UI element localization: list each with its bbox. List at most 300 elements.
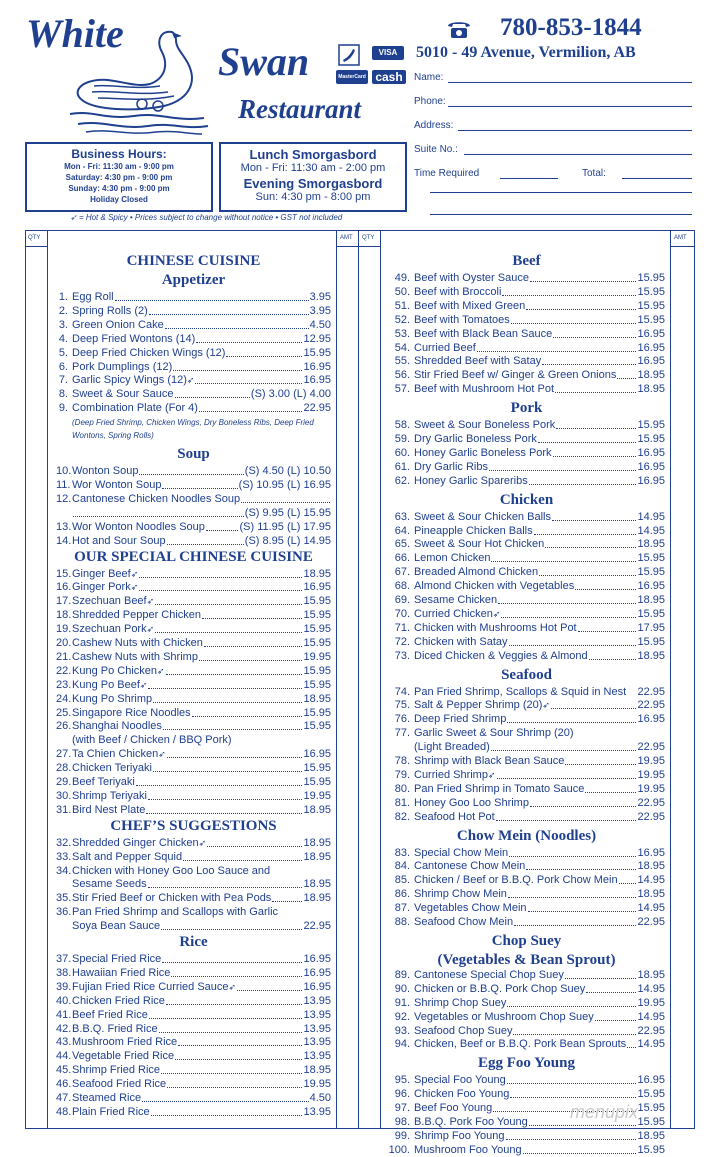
item-number: 89. <box>394 968 410 981</box>
menu-item[interactable] <box>56 679 331 692</box>
leader-dots <box>155 623 302 633</box>
item-name: Deep Fried Wontons (14) <box>72 332 196 345</box>
section-heading: Rice <box>179 934 208 950</box>
item-number <box>56 878 68 891</box>
item-name: Curried Chicken <box>414 607 493 620</box>
leader-dots <box>497 769 637 779</box>
section-heading: Chow Mein (Noodles) <box>456 827 597 844</box>
phone-number[interactable]: 780-853-1844 <box>500 14 642 41</box>
item-number: 50. <box>394 285 410 298</box>
menu-item[interactable] <box>388 314 665 327</box>
item-number: 40. <box>56 994 72 1007</box>
item-price: 18.95 <box>303 692 331 705</box>
leader-dots <box>139 568 302 578</box>
item-name: Special Foo Young <box>414 1074 506 1087</box>
menu-item[interactable] <box>388 769 665 782</box>
item-price: 16.95 <box>637 1074 665 1087</box>
item-name: Lemon Chicken <box>414 552 491 565</box>
item-number: 24. <box>56 692 72 705</box>
leader-dots <box>207 837 302 847</box>
leader-dots <box>565 755 636 765</box>
item-price: 16.95 <box>637 327 665 340</box>
menu-item[interactable] <box>388 1025 665 1038</box>
item-number: 91. <box>394 996 410 1009</box>
item-price: 13.95 <box>303 994 331 1007</box>
item-number: 46. <box>56 1078 72 1091</box>
leader-dots <box>585 783 636 793</box>
item-name: Seafood Chow Mein <box>414 916 514 928</box>
menu-item[interactable] <box>56 493 331 506</box>
item-price: 13.95 <box>303 1022 331 1035</box>
item-name: Deep Fried Chicken Wings (12) <box>72 346 226 359</box>
item-name: Sweet & Sour Sauce <box>72 388 174 401</box>
leader-dots <box>148 878 303 888</box>
leader-dots <box>155 595 302 605</box>
item-name: Sesame Seeds <box>72 878 147 891</box>
menu-item[interactable] <box>388 286 665 299</box>
menu-item[interactable] <box>388 1130 665 1143</box>
menu-item[interactable] <box>388 997 665 1010</box>
leader-dots <box>507 713 636 723</box>
item-price: 15.95 <box>637 607 665 620</box>
menu-item[interactable] <box>56 1050 331 1063</box>
item-price: 17.95 <box>637 621 665 634</box>
leader-dots <box>491 741 637 751</box>
menu-item[interactable] <box>388 1074 665 1087</box>
item-name: Shredded Pepper Chicken <box>72 609 202 622</box>
item-number: 44. <box>56 1050 72 1063</box>
item-number: 8. <box>58 388 68 401</box>
leader-dots <box>575 580 636 590</box>
item-number: 29. <box>56 776 72 788</box>
item-price: 16.95 <box>303 953 331 965</box>
item-number: 66. <box>394 552 410 565</box>
menu-item[interactable] <box>56 1064 331 1077</box>
item-number: 62. <box>394 474 410 487</box>
item-name: Salt and Pepper Squid <box>72 850 183 863</box>
item-name: Combination Plate (For 4) <box>72 402 198 415</box>
menu-item[interactable] <box>56 637 331 650</box>
menu-item[interactable] <box>388 342 665 355</box>
chili-pepper-icon: ➶ <box>146 596 155 607</box>
menu-item[interactable] <box>388 475 665 488</box>
menu-item[interactable] <box>56 581 331 594</box>
menu-item[interactable] <box>388 741 665 754</box>
qty-column-header: QTY <box>362 235 375 241</box>
section-heading: Egg Foo Young <box>478 1055 575 1072</box>
item-number: 55. <box>394 355 410 368</box>
section-heading: Soup <box>177 446 210 463</box>
item-price: 15.95 <box>637 1116 665 1128</box>
item-number: 30. <box>56 789 72 802</box>
leader-dots <box>175 388 250 398</box>
leader-dots <box>148 679 302 689</box>
menu-item[interactable] <box>56 319 331 332</box>
swan-logo-icon <box>64 26 214 138</box>
menu-title: CHINESE CUISINE <box>126 253 261 269</box>
item-price: 18.95 <box>303 892 331 905</box>
menu-item[interactable] <box>56 878 331 891</box>
item-number: 22. <box>56 664 72 677</box>
menu-item[interactable] <box>56 1023 331 1036</box>
menu-item[interactable] <box>388 383 665 396</box>
leader-dots <box>153 693 302 703</box>
menu-item[interactable] <box>388 538 665 551</box>
menu-item[interactable] <box>388 811 665 824</box>
leader-dots <box>166 665 303 675</box>
item-price: 12.95 <box>303 332 331 345</box>
item-number: 42. <box>56 1022 72 1035</box>
menu-item[interactable] <box>388 552 665 565</box>
item-name: Shanghai Noodles <box>72 720 162 733</box>
menu-item[interactable] <box>388 636 665 649</box>
item-number: 25. <box>56 706 72 719</box>
leader-dots <box>196 333 302 343</box>
menu-item[interactable] <box>388 622 665 635</box>
section-heading: CHEF’S SUGGESTIONS <box>110 817 277 834</box>
menu-item[interactable] <box>56 507 331 520</box>
item-number: 18. <box>56 609 72 622</box>
item-number: 32. <box>56 836 72 849</box>
item-price: 16.95 <box>637 446 665 459</box>
menu-item[interactable] <box>56 521 331 534</box>
item-name: Cashew Nuts with Chicken <box>72 637 203 649</box>
section-heading: Chicken <box>499 491 554 508</box>
menu-item[interactable] <box>388 419 665 432</box>
leader-dots <box>237 981 302 991</box>
section-heading: OUR SPECIAL CHINESE CUISINE <box>74 548 313 565</box>
menu-item[interactable] <box>388 847 665 860</box>
item-number: 26. <box>56 720 72 733</box>
leader-dots <box>139 465 243 475</box>
menu-item[interactable] <box>56 693 331 706</box>
menu-item[interactable] <box>388 797 665 810</box>
leader-dots <box>627 1038 636 1048</box>
menu-item[interactable] <box>388 433 665 446</box>
item-number: 53. <box>394 327 410 340</box>
menu-item[interactable] <box>56 535 331 548</box>
item-number: 82. <box>394 810 410 823</box>
item-name: Beef Teriyaki <box>72 776 135 788</box>
item-name: Almond Chicken with Vegetables <box>414 580 575 593</box>
item-name: Fujian Fried Rice Curried Sauce <box>72 980 229 993</box>
evening-smorgasbord-title: Evening Smorgasbord <box>243 176 383 191</box>
menu-item[interactable] <box>56 906 331 919</box>
chili-pepper-icon: ➶ <box>198 837 207 848</box>
divider <box>25 246 47 247</box>
menu-item[interactable] <box>388 860 665 873</box>
menu-item[interactable] <box>56 865 331 878</box>
item-price: 16.95 <box>637 580 665 593</box>
item-price: (S) 3.00 (L) 4.00 <box>250 388 331 401</box>
item-number: 2. <box>58 304 68 317</box>
leader-dots <box>204 637 303 647</box>
item-price: 16.95 <box>637 341 665 354</box>
menu-item[interactable] <box>388 902 665 915</box>
menu-item[interactable] <box>56 361 331 374</box>
leader-dots <box>586 983 636 993</box>
leader-dots <box>167 748 303 758</box>
menu-item[interactable] <box>56 995 331 1008</box>
item-name: Shrimp Fried Rice <box>72 1064 161 1077</box>
menu-item[interactable] <box>56 665 331 678</box>
menu-item[interactable] <box>56 402 331 415</box>
visa-badge: VISA <box>372 46 404 60</box>
menu-item[interactable] <box>56 568 331 581</box>
menu-item[interactable] <box>388 727 665 740</box>
item-price: (S) 10.95 (L) 16.95 <box>238 479 331 491</box>
menu-item[interactable] <box>56 748 331 761</box>
menu-item[interactable] <box>56 920 331 933</box>
item-price: 3.95 <box>309 304 331 317</box>
item-name: Stir Fried Beef or Chicken with Pea Pods <box>72 892 272 905</box>
leader-dots <box>149 1009 303 1019</box>
item-name: Special Chow Mein <box>414 846 509 859</box>
item-name: Honey Garlic Boneless Pork <box>414 446 552 459</box>
item-price: 14.95 <box>637 510 665 523</box>
menu-item[interactable] <box>56 707 331 720</box>
menu-item[interactable] <box>388 461 665 474</box>
item-name: Vegetables Chow Mein <box>414 902 527 915</box>
order-time-field[interactable] <box>414 168 479 179</box>
item-number: 49. <box>394 272 410 284</box>
item-name: Pan Fried Shrimp in Tomato Sauce <box>414 782 585 795</box>
section-heading: Pork <box>510 400 543 417</box>
chili-pepper-icon: ➶ <box>228 981 237 992</box>
item-price: (S) 9.95 (L) 15.95 <box>244 506 331 519</box>
item-price: 4.50 <box>309 318 331 331</box>
item-name: Chicken or B.B.Q. Pork Chop Suey <box>414 982 586 995</box>
item-name: Shrimp with Black Bean Sauce <box>414 755 565 767</box>
leader-dots <box>551 699 637 709</box>
menu-item[interactable] <box>56 776 331 789</box>
item-name: Dry Garlic Boneless Pork <box>414 433 537 445</box>
leader-dots <box>507 1074 637 1084</box>
section-heading: Chop Suey <box>491 932 562 949</box>
item-price: 15.95 <box>637 272 665 284</box>
menu-item[interactable] <box>56 892 331 905</box>
item-number: 85. <box>394 874 410 887</box>
menu-item[interactable] <box>56 305 331 318</box>
item-price: 16.95 <box>637 713 665 726</box>
menu-item[interactable] <box>56 720 331 733</box>
item-price: 16.95 <box>637 460 665 473</box>
item-price: 15.95 <box>303 595 331 608</box>
menu-item[interactable] <box>388 969 665 982</box>
leader-dots <box>272 892 302 902</box>
item-price: 14.95 <box>637 902 665 915</box>
item-name: Wor Wonton Soup <box>72 479 162 491</box>
item-price: 16.95 <box>637 355 665 368</box>
item-price: 22.95 <box>637 810 665 823</box>
item-name: Stir Fried Beef w/ Ginger & Green Onions <box>414 369 617 382</box>
menu-item[interactable] <box>56 790 331 803</box>
item-price: 19.95 <box>637 996 665 1009</box>
leader-dots <box>545 538 636 548</box>
item-price: 15.95 <box>637 433 665 445</box>
item-name: Ginger Beef <box>72 567 131 580</box>
menu-item[interactable] <box>56 465 331 478</box>
order-total-field[interactable] <box>582 168 606 179</box>
menu-item[interactable] <box>56 333 331 346</box>
leader-dots <box>175 1050 302 1060</box>
menu-item[interactable] <box>388 713 665 726</box>
menu-item[interactable] <box>388 699 665 712</box>
menu-item[interactable] <box>388 874 665 887</box>
leader-dots <box>167 535 244 545</box>
chili-pepper-icon: ➶ <box>130 582 139 593</box>
item-name: Pan Fried Shrimp and Scallops with Garlic <box>72 906 279 919</box>
menu-item[interactable] <box>56 1078 331 1091</box>
menu-item[interactable] <box>56 967 331 980</box>
order-name-field[interactable] <box>414 72 443 83</box>
menu-item[interactable] <box>56 388 331 401</box>
item-price: (S) 8.95 (L) 14.95 <box>244 534 331 547</box>
menu-item[interactable] <box>388 983 665 996</box>
menu-item[interactable] <box>56 981 331 994</box>
leader-dots <box>510 1088 636 1098</box>
item-number: 75. <box>394 699 410 712</box>
menu-item[interactable] <box>388 1038 665 1051</box>
menu-item[interactable] <box>56 804 331 817</box>
menu-item[interactable] <box>388 783 665 796</box>
menu-item[interactable] <box>56 479 331 492</box>
item-price: 15.95 <box>303 776 331 788</box>
item-number: 76. <box>394 713 410 726</box>
item-number: 83. <box>394 846 410 859</box>
item-number: 28. <box>56 762 72 775</box>
leader-dots <box>529 475 637 485</box>
menu-item[interactable] <box>56 1092 331 1105</box>
menu-item[interactable] <box>388 566 665 579</box>
item-name: Curried Beef <box>414 341 476 354</box>
leader-dots <box>171 967 302 977</box>
chili-pepper-icon <box>338 44 360 66</box>
menu-item[interactable] <box>56 734 331 747</box>
menu-item[interactable] <box>388 525 665 538</box>
menu-item[interactable] <box>388 594 665 607</box>
menu-item[interactable] <box>56 595 331 608</box>
order-address-field[interactable] <box>414 120 453 131</box>
leader-dots <box>491 552 636 562</box>
menu-item[interactable] <box>56 651 331 664</box>
menu-item[interactable] <box>388 608 665 621</box>
business-hours-title: Business Hours: <box>71 147 167 161</box>
item-number: 81. <box>394 796 410 809</box>
item-price: 3.95 <box>309 291 331 303</box>
menu-item[interactable] <box>388 1088 665 1101</box>
item-price: 15.95 <box>303 609 331 622</box>
menu-item[interactable] <box>388 1011 665 1024</box>
leader-dots <box>115 291 309 301</box>
chili-pepper-icon: ➶ <box>492 608 501 619</box>
item-name: Cashew Nuts with Shrimp <box>72 650 198 663</box>
menu-item[interactable] <box>388 755 665 768</box>
leader-dots <box>501 608 636 618</box>
menu-item[interactable] <box>388 355 665 368</box>
order-phone-field[interactable] <box>414 96 446 107</box>
item-name: Mushroom Fried Rice <box>72 1036 178 1049</box>
item-number: 100. <box>388 1143 410 1156</box>
item-price: 16.95 <box>303 360 331 373</box>
menu-item[interactable] <box>388 650 665 663</box>
item-name: Chicken / Beef or B.B.Q. Pork Chow Mein <box>414 874 618 887</box>
menu-item[interactable] <box>388 580 665 593</box>
item-price: 18.95 <box>637 1129 665 1142</box>
order-suite-field[interactable] <box>414 144 458 155</box>
menu-item[interactable] <box>56 837 331 850</box>
item-price: 18.95 <box>637 968 665 981</box>
item-number: 54. <box>394 341 410 354</box>
leader-dots <box>542 355 636 365</box>
leader-dots <box>199 651 303 661</box>
menu-item[interactable] <box>388 916 665 929</box>
leader-dots <box>506 1130 637 1140</box>
item-price: 18.95 <box>637 369 665 382</box>
item-price: 22.95 <box>637 916 665 928</box>
menu-item[interactable] <box>56 623 331 636</box>
item-price: 15.95 <box>637 299 665 312</box>
mastercard-badge: MasterCard <box>336 70 368 84</box>
menu-item[interactable] <box>56 953 331 966</box>
item-name: Garlic Sweet & Sour Shrimp (20) <box>414 727 574 740</box>
lunch-smorgasbord-title: Lunch Smorgasbord <box>249 147 377 162</box>
item-price: 18.95 <box>303 836 331 849</box>
menu-item[interactable] <box>388 300 665 313</box>
item-name: Chicken with Honey Goo Loo Sauce and <box>72 864 271 877</box>
item-name: Beef with Tomatoes <box>414 313 510 326</box>
cash-badge: cash <box>372 70 406 84</box>
menu-item[interactable] <box>56 374 331 387</box>
menu-item[interactable] <box>56 1009 331 1022</box>
menu-item[interactable] <box>388 447 665 460</box>
item-number: 64. <box>394 524 410 537</box>
leader-dots <box>162 953 302 963</box>
leader-dots <box>142 1092 308 1102</box>
item-number: 37. <box>56 953 72 965</box>
item-name: Shrimp Chow Mein <box>414 888 507 901</box>
chili-pepper-icon: ➶ <box>186 375 195 386</box>
chili-pepper-icon: ➶ <box>157 665 165 676</box>
menu-item[interactable] <box>56 291 331 304</box>
item-number: 60. <box>394 446 410 459</box>
menu-item[interactable] <box>388 888 665 901</box>
menu-item[interactable] <box>56 851 331 864</box>
item-number: 58. <box>394 419 410 432</box>
menu-item[interactable] <box>388 686 665 699</box>
menu-notes-text: = Hot & Spicy • Prices subject to change without notice • GST not included <box>78 213 343 222</box>
menu-item[interactable] <box>388 328 665 341</box>
menu-item[interactable] <box>56 347 331 360</box>
menu-item[interactable] <box>56 1036 331 1049</box>
leader-dots <box>513 1025 636 1035</box>
leader-dots <box>173 361 302 371</box>
menu-item[interactable] <box>56 609 331 622</box>
menu-item[interactable] <box>388 272 665 285</box>
item-number: 70. <box>394 607 410 620</box>
item-number: 21. <box>56 650 72 663</box>
leader-dots <box>226 347 302 357</box>
item-number: 99. <box>394 1129 410 1142</box>
hours-sunday: Sunday: 4:30 pm - 9:00 pm <box>68 184 170 193</box>
item-price: 15.95 <box>303 678 331 691</box>
menu-item[interactable] <box>56 1106 331 1119</box>
menu-item[interactable] <box>388 369 665 382</box>
leader-dots <box>578 622 637 632</box>
menu-item[interactable] <box>56 762 331 775</box>
menu-item[interactable] <box>388 511 665 524</box>
item-price: 22.95 <box>637 699 665 712</box>
